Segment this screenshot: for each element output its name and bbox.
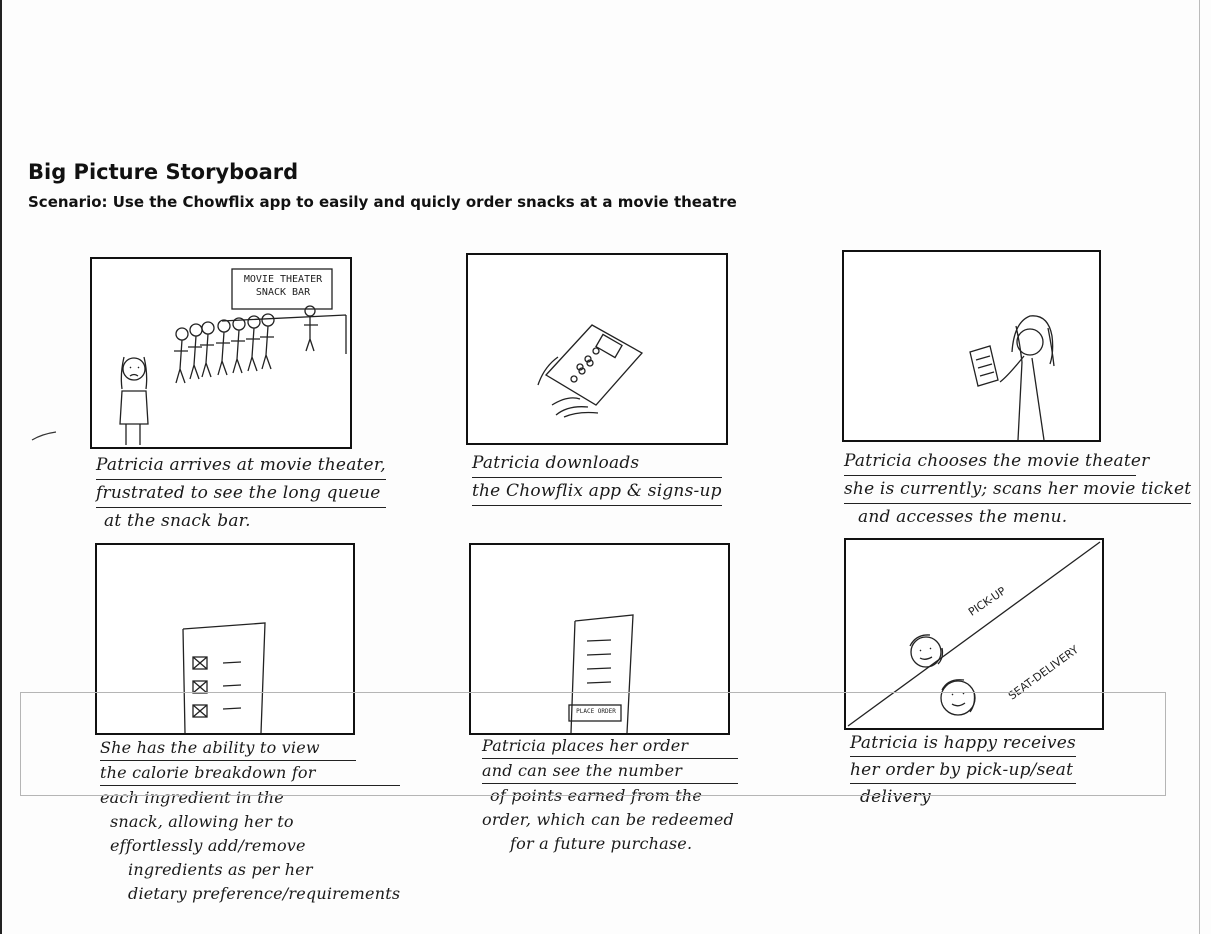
caption-line: her order by pick-up/seat: [850, 757, 1076, 784]
caption-line: Patricia arrives at movie theater,: [96, 452, 386, 480]
calorie-checklist-sketch: [97, 545, 353, 733]
place-order-sketch: [471, 545, 728, 733]
caption-line: dietary preference/requirements: [128, 884, 401, 903]
caption-line: Patricia is happy receives: [850, 730, 1076, 757]
caption-line: the calorie breakdown for: [100, 761, 400, 786]
happy-delivery-sketch: [846, 540, 1102, 728]
caption-line: and can see the number: [482, 759, 738, 784]
place-order-button: PLACE ORDER: [576, 708, 616, 715]
panel-2-caption: [472, 450, 722, 506]
panel-1-caption: [96, 452, 386, 535]
caption-line: frustrated to see the long queue: [96, 480, 386, 508]
storyboard-panel-5: [469, 543, 730, 735]
seat-delivery-label: SEAT-DELIVERY: [1006, 643, 1081, 703]
page-edge-left: [0, 0, 2, 934]
page-title: Big Picture Storyboard: [28, 160, 299, 184]
caption-line: the Chowflix app & signs-up: [472, 478, 722, 506]
pick-up-label: PICK-UP: [966, 584, 1009, 619]
phone-download-sketch: [468, 255, 726, 443]
storyboard-panel-3: [842, 250, 1101, 442]
panel-4-caption: [100, 736, 400, 906]
sign-line-2: SNACK BAR: [255, 287, 311, 298]
storyboard-panel-6: [844, 538, 1104, 730]
caption-line: snack, allowing her to: [110, 812, 294, 831]
caption-line: Patricia chooses the movie theater: [844, 448, 1136, 476]
caption-line: Patricia places her order: [482, 734, 738, 759]
caption-line: at the snack bar.: [104, 511, 251, 531]
caption-line: she is currently; scans her movie ticket: [844, 476, 1191, 504]
caption-line: of points earned from the: [490, 786, 703, 805]
caption-line: Patricia downloads: [472, 450, 722, 478]
caption-line: for a future purchase.: [510, 834, 693, 853]
caption-line: effortlessly add/remove: [110, 836, 306, 855]
caption-line: ingredients as per her: [128, 860, 313, 879]
panel-6-caption: [850, 730, 1076, 810]
caption-line: and accesses the menu.: [858, 507, 1068, 527]
page-edge-right: [1199, 0, 1200, 934]
stray-pencil-mark: [30, 428, 60, 444]
sign-line-1: MOVIE THEATER: [243, 274, 323, 285]
storyboard-panel-2: [466, 253, 728, 445]
storyboard-panel-1: [90, 257, 352, 449]
panel-5-caption: [482, 734, 738, 856]
panel-3-caption: [844, 448, 1191, 531]
scan-ticket-sketch: [844, 252, 1099, 440]
storyboard-panel-4: [95, 543, 355, 735]
caption-line: each ingredient in the: [100, 788, 284, 807]
snack-bar-sign: [234, 273, 332, 299]
caption-line: order, which can be redeemed: [482, 810, 734, 829]
scenario-text: Scenario: Use the Chowflix app to easily and quicly order snacks at a movie theatre: [28, 193, 737, 211]
caption-line: delivery: [860, 787, 931, 807]
caption-line: She has the ability to view: [100, 736, 356, 761]
